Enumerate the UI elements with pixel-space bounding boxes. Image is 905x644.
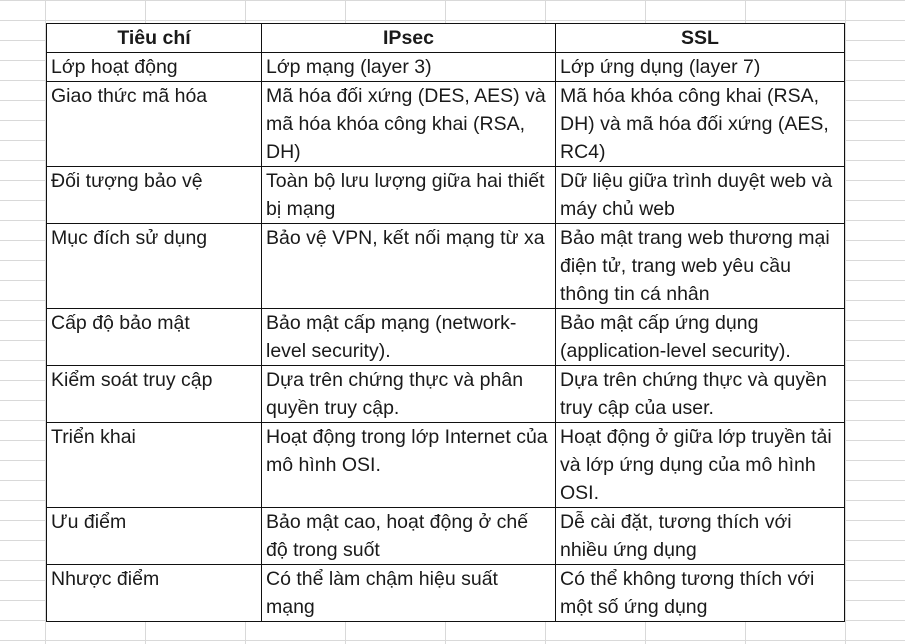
criteria-cell[interactable]: Lớp hoạt động xyxy=(47,53,262,82)
header-ipsec[interactable]: IPsec xyxy=(262,24,556,53)
criteria-cell[interactable]: Giao thức mã hóa xyxy=(47,82,262,167)
ipsec-cell[interactable]: Bảo vệ VPN, kết nối mạng từ xa xyxy=(262,224,556,309)
ssl-cell[interactable]: Lớp ứng dụng (layer 7) xyxy=(556,53,845,82)
ssl-cell[interactable]: Bảo mật cấp ứng dụng (application-level security). xyxy=(556,309,845,366)
ssl-cell[interactable]: Dữ liệu giữa trình duyệt web và máy chủ web xyxy=(556,167,845,224)
table-row xyxy=(47,82,845,167)
criteria-cell[interactable]: Nhược điểm xyxy=(47,565,262,622)
table-row xyxy=(47,224,845,309)
header-row xyxy=(47,24,845,53)
ssl-cell[interactable]: Bảo mật trang web thương mại điện tử, trang web yêu cầu thông tin cá nhân xyxy=(556,224,845,309)
criteria-cell[interactable]: Đối tượng bảo vệ xyxy=(47,167,262,224)
ssl-cell[interactable]: Mã hóa khóa công khai (RSA, DH) và mã hóa đối xứng (AES, RC4) xyxy=(556,82,845,167)
ssl-cell[interactable]: Có thể không tương thích với một số ứng dụng xyxy=(556,565,845,622)
ipsec-cell[interactable]: Bảo mật cấp mạng (network-level security). xyxy=(262,309,556,366)
table-row xyxy=(47,309,845,366)
table-row xyxy=(47,366,845,423)
ipsec-cell[interactable]: Toàn bộ lưu lượng giữa hai thiết bị mạng xyxy=(262,167,556,224)
ipsec-cell[interactable]: Dựa trên chứng thực và phân quyền truy cập. xyxy=(262,366,556,423)
table-row xyxy=(47,167,845,224)
criteria-cell[interactable]: Cấp độ bảo mật xyxy=(47,309,262,366)
ipsec-cell[interactable]: Lớp mạng (layer 3) xyxy=(262,53,556,82)
criteria-cell[interactable]: Mục đích sử dụng xyxy=(47,224,262,309)
ssl-cell[interactable]: Dựa trên chứng thực và quyền truy cập của user. xyxy=(556,366,845,423)
comparison-table xyxy=(46,23,845,622)
criteria-cell[interactable]: Ưu điểm xyxy=(47,508,262,565)
ssl-cell[interactable]: Dễ cài đặt, tương thích với nhiều ứng dụng xyxy=(556,508,845,565)
criteria-cell[interactable]: Kiểm soát truy cập xyxy=(47,366,262,423)
table-row xyxy=(47,53,845,82)
ipsec-cell[interactable]: Có thể làm chậm hiệu suất mạng xyxy=(262,565,556,622)
table-row xyxy=(47,423,845,508)
table-row xyxy=(47,508,845,565)
table-row xyxy=(47,565,845,622)
criteria-cell[interactable]: Triển khai xyxy=(47,423,262,508)
ssl-cell[interactable]: Hoạt động ở giữa lớp truyền tải và lớp ứng dụng của mô hình OSI. xyxy=(556,423,845,508)
ipsec-cell[interactable]: Hoạt động trong lớp Internet của mô hình OSI. xyxy=(262,423,556,508)
header-ssl[interactable]: SSL xyxy=(556,24,845,53)
header-criteria[interactable]: Tiêu chí xyxy=(47,24,262,53)
ipsec-cell[interactable]: Bảo mật cao, hoạt động ở chế độ trong suốt xyxy=(262,508,556,565)
ipsec-cell[interactable]: Mã hóa đối xứng (DES, AES) và mã hóa khóa công khai (RSA, DH) xyxy=(262,82,556,167)
